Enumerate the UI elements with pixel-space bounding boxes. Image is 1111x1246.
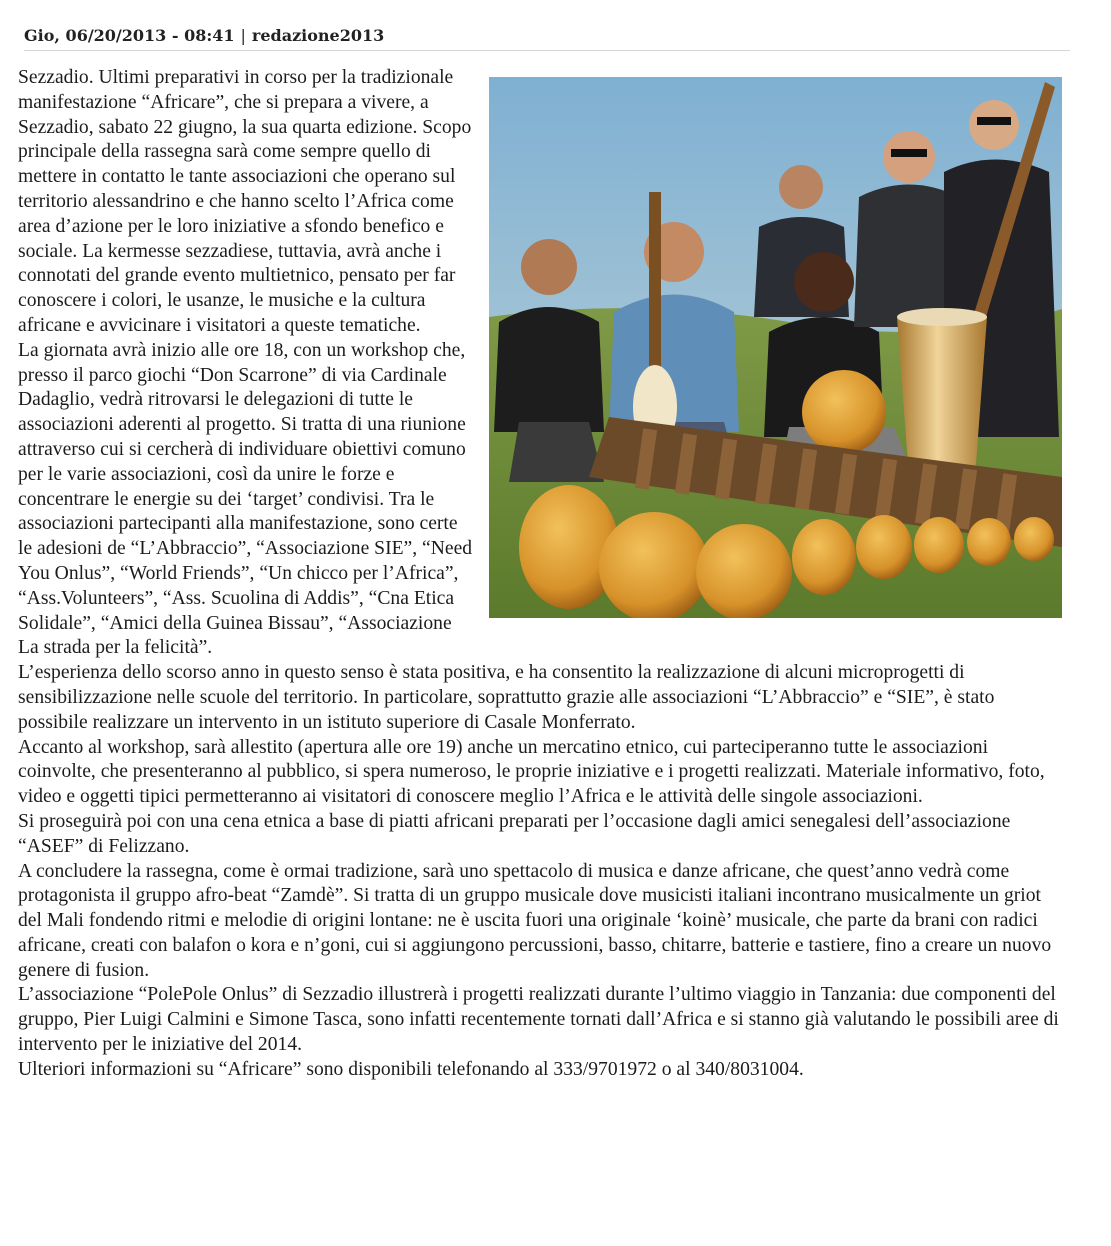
meta-separator: | xyxy=(240,26,246,45)
paragraph: L’esperienza dello scorso anno in questo senso è stata positiva, e ha consentito la realizzazione di alcuni microprogetti di sensibilizzazione nelle scuole del territorio. In particolare, soprattutto grazie alle associazioni “L’Abbraccio” e “SIE”, è stato possibile realizzare un intervento in un istituto superiore di Casale Monferrato. xyxy=(18,662,995,733)
paragraph: A concludere la rassegna, come è ormai tradizione, sarà uno spettacolo di musica e danze africane, che quest’anno vedrà come protagonista il gruppo afro-beat “Zamdè”. Si tratta di un gruppo musicale dove musicisti italiani incontrano musicalmente un griot del Mali fondendo ritmi e melodie di origini lontane: ne è uscita fuori una originale ‘koinè’ musicale, che parte da brani con radici africane, creati con balafon o kora e n’goni, cui si aggiungono percussioni, basso, chitarre, batterie e tastiere, fino a creare un nuovo genere di fusion. xyxy=(18,860,1052,981)
paragraph: Si proseguirà poi con una cena etnica a base di piatti africani preparati per l’occasione dagli amici senegalesi dell’associazione “ASEF” di Felizzano. xyxy=(18,810,1011,857)
post-date: Gio, 06/20/2013 - 08:41 xyxy=(24,26,235,45)
paragraph: Sezzadio. Ultimi preparativi in corso per la tradizionale manifestazione “Africare”, che si prepara a vivere, a Sezzadio, sabato 22 giugno, la sua quarta edizione. Scopo principale della rassegna sarà come sempre quello di mettere in contatto le tante associazioni che operano sul territorio alessandrino e che hanno scelto l’Africa come area d’azione per le loro iniziative a sfondo benefico e sociale. La kermesse sezzadiese, tuttavia, avrà anche i connotati del grande evento multietnico, pensato per far conoscere i colori, le usanze, le musiche e la cultura africane e avvicinare i visitatori a queste tematiche. xyxy=(18,67,472,336)
band-photo-icon xyxy=(489,77,1062,618)
paragraph: La giornata avrà inizio alle ore 18, con un workshop che, presso il parco giochi “Don Scarrone” di via Cardinale Dadaglio, vedrà ritrovarsi le delegazioni di tutte le associazioni aderenti al progetto. Si tratta di una riunione attraverso cui si cercherà di individuare obiettivi comuno per le varie associazioni, così da unire le forze e concentrare le energie su dei ‘target’ condivisi. Tra le associazioni partecipanti alla manifestazione, sono certe le adesioni de “L’Abbraccio”, “Associazione SIE”, “Need You Onlus”, “World Friends”, “Un chicco per l’Africa”, “Ass.Volunteers”, “Ass. Scuolina di Addis”, “Cna Etica Solidale”, “Amici della Guinea Bissau”, “Associazione La strada per la felicità”. xyxy=(18,339,473,659)
paragraph: L’associazione “PolePole Onlus” di Sezzadio illustrerà i progetti realizzati durante l’ultimo viaggio in Tanzania: due componenti del gruppo, Pier Luigi Calmini e Simone Tasca, sono infatti recentemente tornati dall’Africa e si stanno già valutando le possibili aree di intervento per le iniziative del 2014. xyxy=(18,984,1059,1056)
paragraph: Accanto al workshop, sarà allestito (apertura alle ore 19) anche un mercatino etnico, cui parteciperanno tutte le associazioni coinvolte, che presenteranno al pubblico, si spera numeroso, le proprie iniziative e i progetti realizzati. Materiale informativo, foto, video e oggetti tipici permetteranno ai visitatori di conoscere meglio l’Africa e le attività delle singole associazioni. xyxy=(18,736,1045,808)
band-photo xyxy=(489,77,1062,618)
article-body xyxy=(18,66,1066,1083)
contact-paragraph: Ulteriori informazioni su “Africare” sono disponibili telefonando al 333/9701972 o al 340/8031004. xyxy=(18,1058,804,1080)
author-link[interactable]: redazione2013 xyxy=(251,26,385,45)
article-meta xyxy=(24,26,1070,51)
